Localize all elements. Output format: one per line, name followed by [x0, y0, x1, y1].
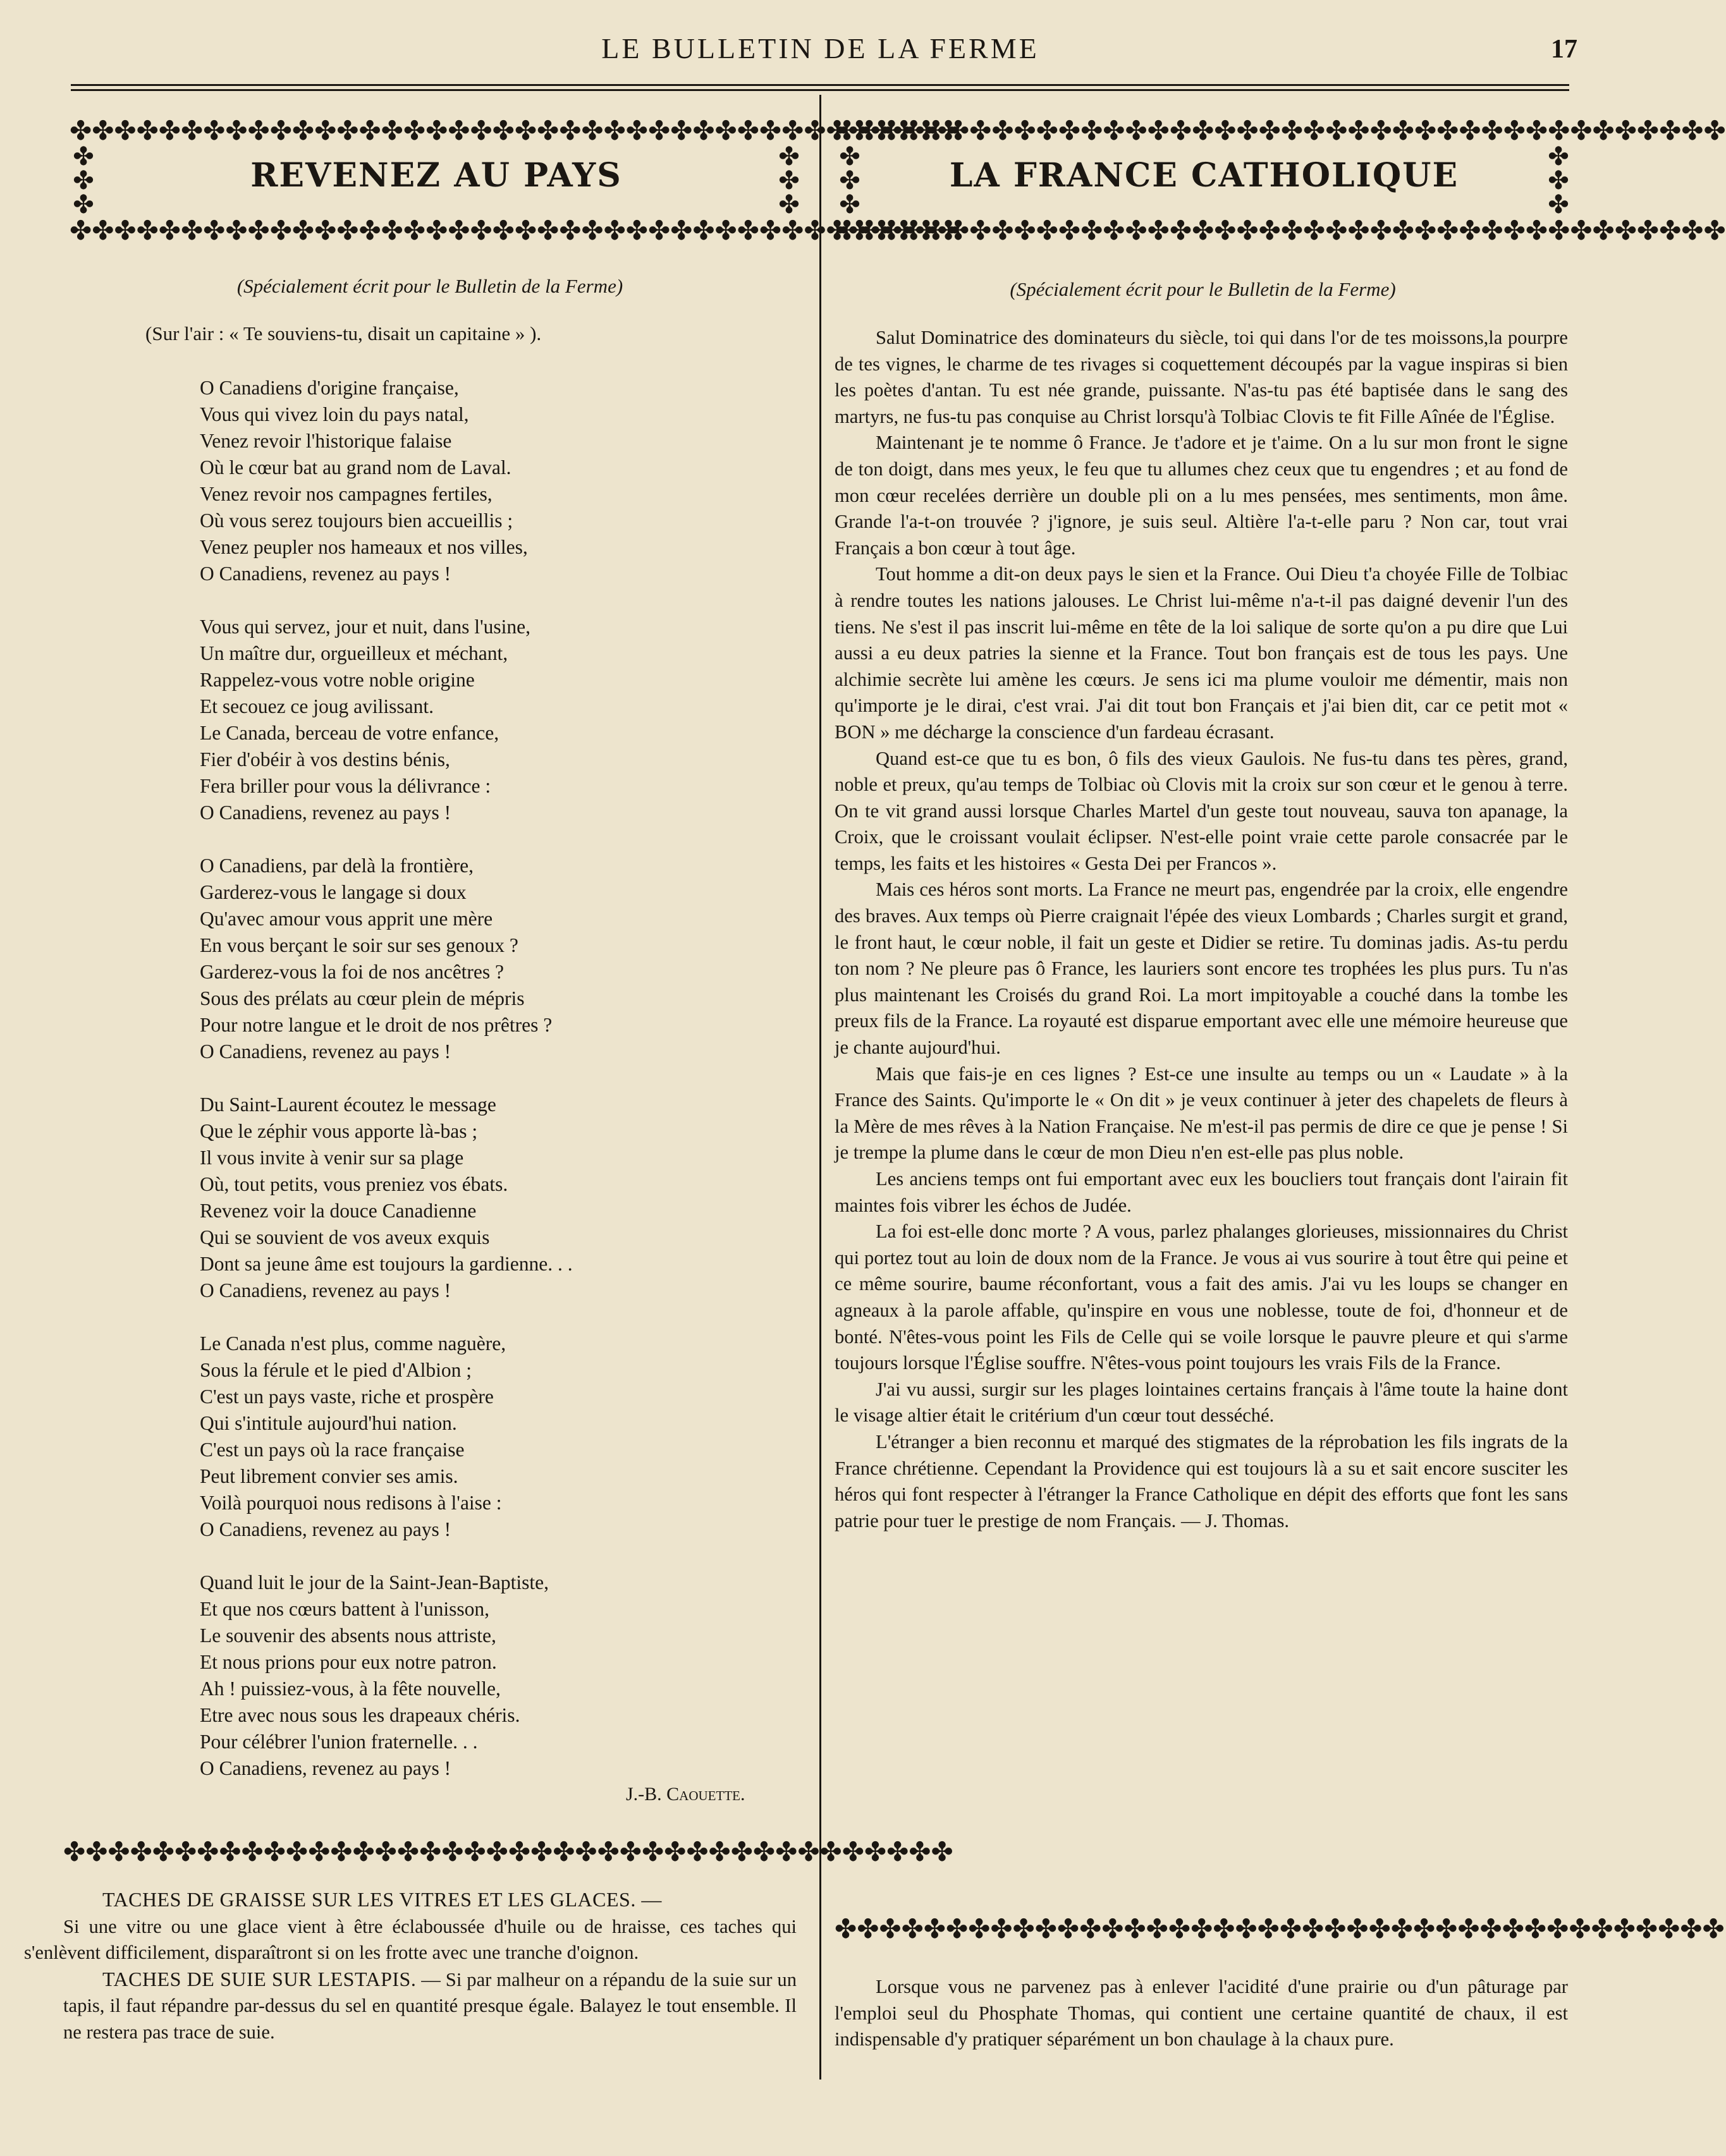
- poem-line: Qui se souvient de vos aveux exquis: [200, 1226, 490, 1248]
- article-subtitle: (Spécialement écrit pour le Bulletin de la Ferme): [1010, 278, 1396, 300]
- header-rule-bottom: [71, 89, 1569, 91]
- poem-line: Quand luit le jour de la Saint-Jean-Baptiste,: [200, 1571, 549, 1593]
- article-paragraph: Tout homme a dit-on deux pays le sien et la France. Oui Dieu t'a choyée Fille de Tolbiac à rendre toutes les nations jalouses. Le Christ lui-même n'a-t-il pas daigné devenir l'un des tiens. Ne s'est il pas inscrit lui-même en tête de la loi salique de sorte qu'on a pu dire que Lui aussi a eu deux patries la sienne et la France. Tout bon français est de tous les pays. Une alchimie secrète lui amène les cœurs. Je sens ici ma plume vouloir me démentir, mais non qu'importe je le dirai, c'est vrai. J'ai dit tout bon Français et j'ai bien dit, car ce petit mot « BON » me décharge la conscience d'un fardeau écrasant.: [835, 563, 1568, 743]
- poem-line: C'est un pays où la race française: [200, 1439, 465, 1461]
- poem-line: Qui s'intitule aujourd'hui nation.: [200, 1412, 457, 1434]
- article-paragraph: Quand est-ce que tu es bon, ô fils des vieux Gaulois. Ne fus-tu dans tes pères, grand, noble et preux, qu'au temps de Tolbiac où Clovis mit la croix sur son cœur et le genou à terre. On te vit grand aussi lorsque Charles Martel d'un geste tout nouveau, sauva ton apanage, la Croix, que le croissant voulait éclipser. N'est-elle point vraie cette parole consacrée par le temps, les faits et les histoires « Gesta Dei per Francos ».: [835, 747, 1568, 874]
- poem-line: O Canadiens, par delà la frontière,: [200, 855, 474, 877]
- poem-line: Le souvenir des absents nous attriste,: [200, 1624, 496, 1647]
- poem-line: Garderez-vous la foi de nos ancêtres ?: [200, 961, 505, 983]
- article-paragraph: La foi est-elle donc morte ? A vous, parlez phalanges glorieuses, missionnaires du Christ qui portez tout au loin de doux nom de la France. Je vous ai vus sourire à tout être qui peine et ce même sourire, baume réconfortant, vous a fait des amis. J'ai vu les loups se changer en agneaux à la parole affable, qu'inspire en vous une noblesse, toute de foi, d'honneur et de bonté. N'êtes-vous point les Fils de Celle qui se voile lorsque le pauvre pleure et qui s'arme toujours lorsque l'Église souffre. N'êtes-vous point toujours les vrais Fils de la France.: [835, 1221, 1568, 1374]
- poem-line: Fera briller pour vous la délivrance :: [200, 775, 491, 797]
- fleur-border-left: ✤ ✤ ✤: [73, 142, 94, 219]
- poem-line: Le Canada, berceau de votre enfance,: [200, 722, 499, 744]
- poem-line: O Canadiens, revenez au pays !: [200, 1518, 451, 1540]
- fleur-border-right: ✤ ✤ ✤: [1548, 142, 1569, 219]
- poem-line: Où vous serez toujours bien accueillis ;: [200, 509, 513, 532]
- article-paragraph: Salut Dominatrice des dominateurs du siècle, toi qui dans l'or de tes moissons,la pourpre de tes vignes, le charme de tes rivages si coquettement découpés par la vague inspiras si bien les poètes d'antan. Tu est née grande, puissante. N'as-tu pas été baptisée dans le sang des martyrs, ne fus-tu pas conquise au Christ lorsqu'à Tolbiac Clovis te fit Fille Aînée de l'Église.: [835, 327, 1568, 427]
- poem-stanza: [200, 614, 845, 826]
- poem-line: Venez peupler nos hameaux et nos villes,: [200, 536, 528, 558]
- poem-line: Où, tout petits, vous preniez vos ébats.: [200, 1173, 508, 1195]
- poem-line: Où le cœur bat au grand nom de Laval.: [200, 456, 511, 478]
- poem-line: Rappelez-vous votre noble origine: [200, 669, 475, 691]
- fleur-border-top: ✤✤✤✤✤✤✤✤✤✤✤✤✤✤✤✤✤✤✤✤✤✤✤✤✤✤✤✤✤✤✤✤✤✤✤✤✤✤✤✤: [836, 115, 1726, 146]
- poem-line: Sous des prélats au cœur plein de mépris: [200, 987, 525, 1009]
- poem-line: Et secouez ce joug avilissant.: [200, 695, 434, 717]
- poem-line: Et nous prions pour eux notre patron.: [200, 1651, 497, 1673]
- article-body: [835, 325, 1568, 1534]
- poem-stanza: [200, 1331, 845, 1543]
- poem-line: Pour notre langue et le droit de nos prêtres ?: [200, 1014, 553, 1036]
- fleur-border-bottom: ✤✤✤✤✤✤✤✤✤✤✤✤✤✤✤✤✤✤✤✤✤✤✤✤✤✤✤✤✤✤✤✤✤✤✤✤✤✤✤✤: [836, 215, 1726, 246]
- poem-body: [200, 375, 845, 1808]
- poem-line: O Canadiens, revenez au pays !: [200, 1757, 451, 1779]
- poem-line: Voilà pourquoi nous redisons à l'aise :: [200, 1492, 502, 1514]
- article-paragraph: L'étranger a bien reconnu et marqué des stigmates de la réprobation les fils ingrats de la France chrétienne. Cependant la Providence qui est toujours là a su et sait encore susciter les héros qui font respecter à l'étranger la France Catholique en dépit des efforts que font les sans patrie pour tuer le prestige de nom Français. — J. Thomas.: [835, 1430, 1568, 1532]
- poem-line: O Canadiens, revenez au pays !: [200, 801, 451, 824]
- poem-line: Ah ! puissiez-vous, à la fête nouvelle,: [200, 1678, 501, 1700]
- poem-line: Qu'avec amour vous apprit une mère: [200, 908, 493, 930]
- poem-line: Garderez-vous le langage si doux: [200, 881, 467, 903]
- right-separator-ornament: ✤✤✤✤✤✤✤✤✤✤✤✤✤✤✤✤✤✤✤✤✤✤✤✤✤✤✤✤✤✤✤✤✤✤✤✤✤✤✤✤: [835, 1913, 1725, 1944]
- poem-line: Et que nos cœurs battent à l'unisson,: [200, 1598, 489, 1620]
- poem-line: Le Canada n'est plus, comme naguère,: [200, 1332, 506, 1355]
- right-title-box: [836, 115, 1726, 246]
- poem-line: Il vous invite à venir sur sa plage: [200, 1147, 464, 1169]
- poem-line: Venez revoir nos campagnes fertiles,: [200, 483, 493, 505]
- article-paragraph: J'ai vu aussi, surgir sur les plages lointaines certains français à l'âme toute la haine dont le visage altier était le critérium d'un cœur tout desséché.: [835, 1378, 1568, 1427]
- poem-line: O Canadiens, revenez au pays !: [200, 563, 451, 585]
- article-paragraph: Maintenant je te nomme ô France. Je t'adore et je t'aime. On a lu sur mon front le signe de ton doigt, dans mes yeux, le feu que tu allumes chez ceux que tu engendres ; et au fond de mon cœur recelées derrière un double pli on a lu mes pensées, mes sentiments, mon âme. Grande l'a-t-on trouvée ? j'ignore, je suis seul. Altière l'a-t-elle paru ? Non car, tout vrai Français a bon cœur à tout âge.: [835, 432, 1568, 559]
- poem-line: Un maître dur, orgueilleux et méchant,: [200, 642, 508, 664]
- fleur-border-bottom: ✤✤✤✤✤✤✤✤✤✤✤✤✤✤✤✤✤✤✤✤✤✤✤✤✤✤✤✤✤✤✤✤✤✤✤✤✤✤✤✤: [70, 215, 960, 246]
- poem-signature: J.-B. Caouette.: [626, 1784, 745, 1805]
- left-separator-ornament: ✤✤✤✤✤✤✤✤✤✤✤✤✤✤✤✤✤✤✤✤✤✤✤✤✤✤✤✤✤✤✤✤✤✤✤✤✤✤✤✤: [63, 1836, 953, 1867]
- poem-stanza: [200, 375, 845, 587]
- journal-title: LE BULLETIN DE LA FERME: [601, 32, 1039, 64]
- fleur-border-top: ✤✤✤✤✤✤✤✤✤✤✤✤✤✤✤✤✤✤✤✤✤✤✤✤✤✤✤✤✤✤✤✤✤✤✤✤✤✤✤✤: [70, 115, 960, 146]
- tip-grease-stains: TACHES DE GRAISSE SUR LES VITRES ET LES GLACES. — Si une vitre ou une glace vient à être éclaboussée d'huile ou de hraisse, ces taches qui s'enlèvent difficilement, disparaîtront si on les frotte avec une tranche d'oignon.: [24, 1888, 797, 1964]
- poem-line: Du Saint-Laurent écoutez le message: [200, 1093, 496, 1116]
- poem-line: Que le zéphir vous apporte là-bas ;: [200, 1120, 478, 1142]
- poem-line: Vous qui vivez loin du pays natal,: [200, 403, 469, 425]
- article-paragraph: Les anciens temps ont fui emportant avec eux les boucliers tout français dont l'airain fit maintes fois vibrer les échos de Judée.: [835, 1168, 1568, 1216]
- poem-line: O Canadiens, revenez au pays !: [200, 1040, 451, 1063]
- poem-line: Peut librement convier ses amis.: [200, 1465, 458, 1487]
- poem-line: Etre avec nous sous les drapeaux chéris.: [200, 1704, 520, 1726]
- article-paragraph: Mais que fais-je en ces lignes ? Est-ce une insulte au temps ou un « Laudate » à la France des Saints. Qu'importe le « On dit » je veux continuer à jeter des chapelets de fleurs à la Mère de mes rêves à la Nation Française. Ne m'est-il pas permis de dire ce que je pense ! Si je trempe la plume dans le cœur de mon Dieu n'en est-elle pas plus noble.: [835, 1063, 1568, 1164]
- article-title: LA FRANCE CATHOLIQUE: [949, 156, 1459, 195]
- poem-subtitle: (Spécialement écrit pour le Bulletin de la Ferme): [236, 275, 623, 297]
- poem-stanza: [200, 853, 845, 1065]
- tip-soot-stains: TACHES DE SUIE SUR LESTAPIS. — Si par malheur on a répandu de la suie sur un tapis, il faut répandre par-dessus du sel en quantité presque égale. Balayez le tout ensemble. Il ne restera pas trace de suie.: [63, 1967, 797, 2043]
- poem-line: C'est un pays vaste, riche et prospère: [200, 1386, 494, 1408]
- phosphate-note: Lorsque vous ne parvenez pas à enlever l'acidité d'une prairie ou d'un pâturage par l'emploi seul du Phosphate Thomas, qui contient une certaine quantité de chaux, il est indispensable d'y pratiquer séparément un bon chaulage à la chaux pure.: [835, 1976, 1568, 2050]
- article-paragraph: Mais ces héros sont morts. La France ne meurt pas, engendrée par la croix, elle engendre des braves. Aux temps où Pierre craignait l'épée des vieux Lombards ; Charles surgit et grand, le front haut, le cœur noble, il fait un geste et Didier se retire. Tu dominas jadis. As-tu perdu ton nom ? Ne pleure pas ô France, les lauriers sont encore tes trophées les plus purs. Tu n'as plus maintenant les Croisés du grand Roi. La mort impitoyable a couché dans la tombe les preux fils de la France. La royauté est disparue emportant avec elle une mémoire heureuse que je chante aujourd'hui.: [835, 879, 1568, 1059]
- poem-line: En vous berçant le soir sur ses genoux ?: [200, 934, 518, 956]
- poem-line: Pour célébrer l'union fraternelle. . .: [200, 1731, 478, 1753]
- poem-line: Dont sa jeune âme est toujours la gardienne. . .: [200, 1253, 573, 1275]
- left-tips: [24, 1887, 797, 2046]
- page-number: 17: [1551, 35, 1577, 64]
- poem-air-note: (Sur l'air : « Te souviens-tu, disait un capitaine » ).: [145, 322, 542, 344]
- poem-title: REVENEZ AU PAYS: [250, 156, 622, 195]
- header-rule-top: [71, 84, 1569, 86]
- page-header: [0, 24, 1641, 75]
- fleur-border-right: ✤ ✤ ✤: [778, 142, 800, 219]
- poem-line: O Canadiens d'origine française,: [200, 377, 459, 399]
- poem-line: Revenez voir la douce Canadienne: [200, 1200, 477, 1222]
- poem-line: O Canadiens, revenez au pays !: [200, 1279, 451, 1301]
- poem-stanza: [200, 1092, 845, 1304]
- fleur-border-left: ✤ ✤ ✤: [839, 142, 860, 219]
- poem-line: Vous qui servez, jour et nuit, dans l'usine,: [200, 616, 531, 638]
- poem-line: Venez revoir l'historique falaise: [200, 430, 452, 452]
- left-title-box: [70, 115, 960, 246]
- poem-line: Fier d'obéir à vos destins bénis,: [200, 748, 450, 770]
- poem-stanza: [200, 1569, 845, 1782]
- poem-line: Sous la férule et le pied d'Albion ;: [200, 1359, 472, 1381]
